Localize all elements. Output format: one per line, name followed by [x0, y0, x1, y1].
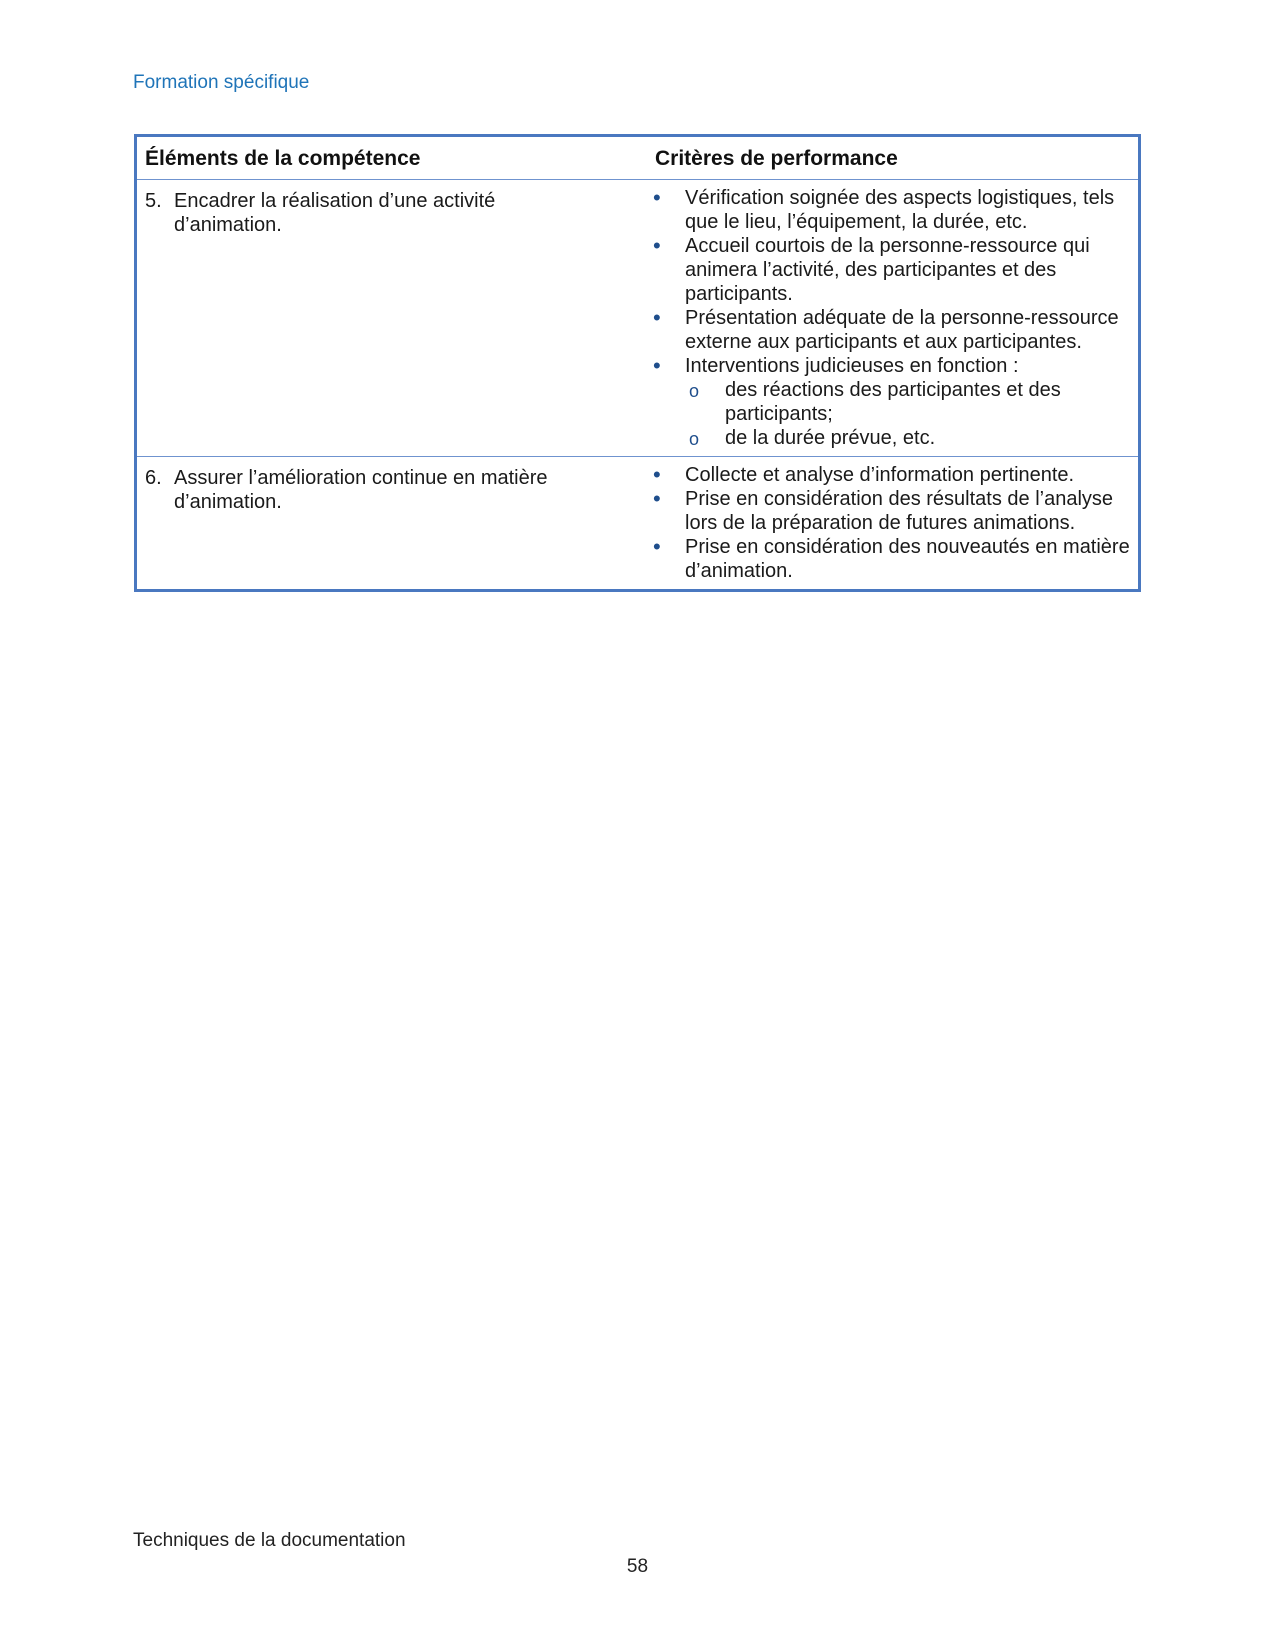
bullet-icon: •: [653, 185, 661, 210]
running-header-title: Formation spécifique: [133, 72, 310, 93]
criteria-text: Vérification soignée des aspects logistiques, tels que le lieu, l’équipement, la durée, etc.: [685, 187, 1115, 233]
sub-criteria-text: des réactions des participantes et des participants;: [725, 379, 1061, 425]
bullet-icon: •: [653, 462, 661, 487]
sub-criteria-item: [685, 378, 1132, 426]
footer-document-title: Techniques de la documentation: [133, 1530, 406, 1551]
criteria-text: Présentation adéquate de la personne-ressource externe aux participants et aux participantes.: [685, 307, 1119, 353]
bullet-icon: •: [653, 233, 661, 258]
element-text: Encadrer la réalisation d’une activité d’animation.: [174, 190, 496, 236]
element-number: 5.: [145, 190, 162, 212]
criteria-text: Interventions judicieuses en fonction :: [685, 355, 1019, 377]
table-row: [137, 457, 1138, 590]
criteria-cell: [645, 457, 1138, 590]
criteria-item: [645, 234, 1132, 306]
sub-criteria-item: [685, 426, 1132, 450]
criteria-text: Prise en considération des résultats de l’analyse lors de la préparation de futures animations.: [685, 488, 1114, 534]
criteria-list: [645, 457, 1138, 589]
table-row: [137, 180, 1138, 457]
criteria-item: [645, 306, 1132, 354]
element-cell: [137, 457, 645, 590]
col-header-criteria: Critères de performance: [645, 137, 1138, 180]
criteria-text: Prise en considération des nouveautés en matière d’animation.: [685, 536, 1130, 582]
element-text: Assurer l’amélioration continue en matière d’animation.: [174, 467, 548, 513]
bullet-icon: •: [653, 534, 661, 559]
table-header-row: [137, 137, 1138, 180]
circle-bullet-icon: o: [689, 429, 700, 449]
criteria-cell: [645, 180, 1138, 457]
criteria-item: [645, 186, 1132, 234]
criteria-text: Accueil courtois de la personne-ressource qui animera l’activité, des participantes et des participants.: [685, 235, 1090, 305]
sub-criteria-text: de la durée prévue, etc.: [725, 427, 936, 449]
criteria-item: [645, 463, 1132, 487]
bullet-icon: •: [653, 305, 661, 330]
criteria-item: [645, 354, 1132, 450]
circle-bullet-icon: o: [689, 381, 700, 401]
bullet-icon: •: [653, 486, 661, 511]
bullet-icon: •: [653, 353, 661, 378]
criteria-item: [645, 487, 1132, 535]
col-header-elements: Éléments de la compétence: [137, 137, 645, 180]
criteria-text: Collecte et analyse d’information pertinente.: [685, 464, 1075, 486]
competence-table-grid: [137, 137, 1138, 589]
criteria-list: [645, 180, 1138, 456]
element-cell: [137, 180, 645, 457]
sub-criteria-list: [685, 378, 1132, 450]
element-number: 6.: [145, 467, 162, 489]
page-number: 58: [626, 1556, 649, 1577]
competence-table: [134, 134, 1141, 592]
criteria-item: [645, 535, 1132, 583]
